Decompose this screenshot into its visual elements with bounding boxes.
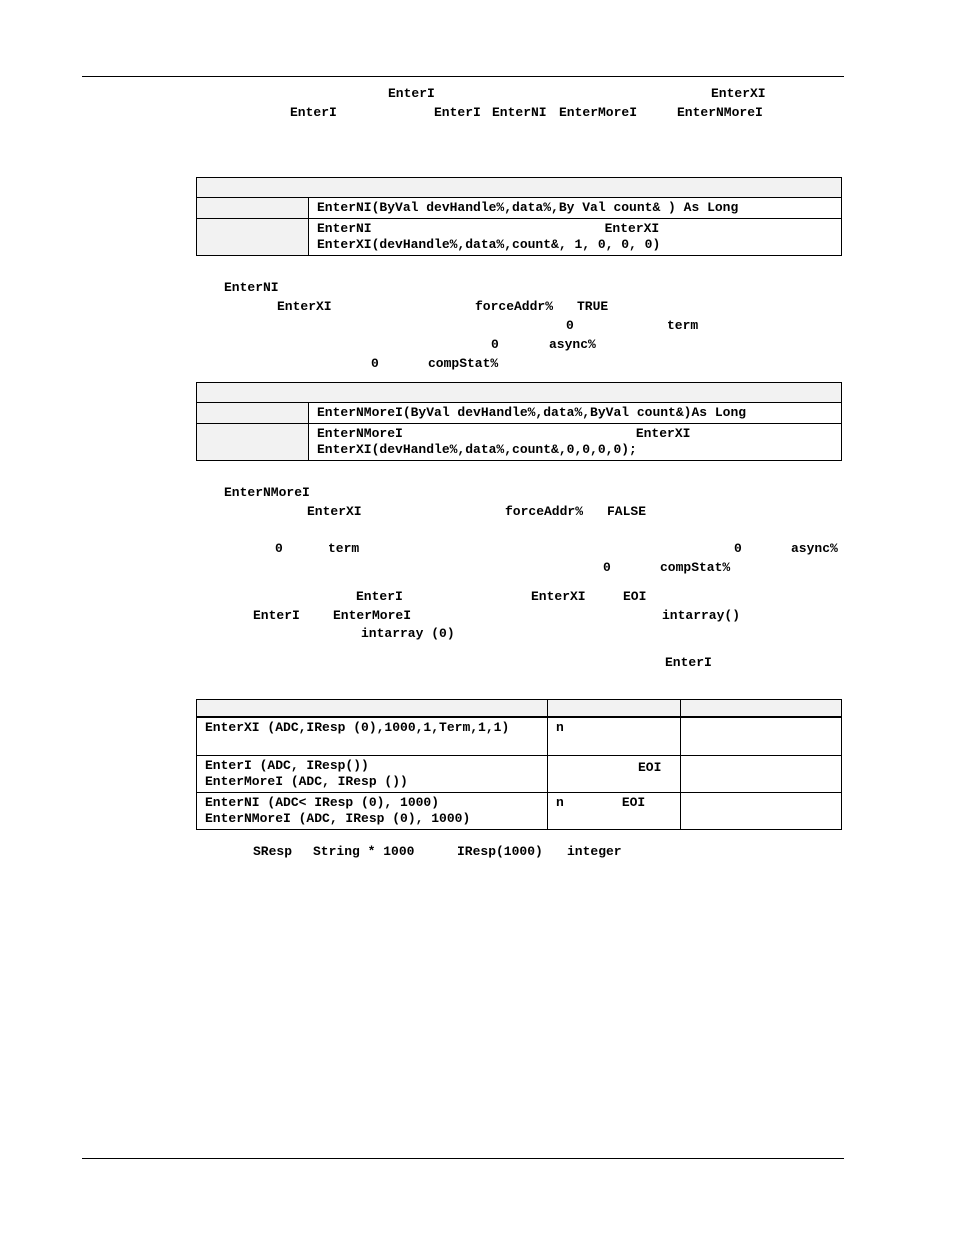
intro-enterni: EnterNI xyxy=(492,105,547,120)
p3-entermorei: EnterMoreI xyxy=(333,608,412,623)
syntax-label-cell xyxy=(197,198,309,219)
remarks-cell xyxy=(309,424,842,461)
intro-enteri: EnterI xyxy=(388,86,435,101)
intro-enternmorei: EnterNMoreI xyxy=(677,105,763,120)
p2-enternmorei: EnterNMoreI xyxy=(224,485,310,500)
remarks-label-cell xyxy=(197,219,309,256)
table-row xyxy=(197,198,842,219)
p1-zero-b: 0 xyxy=(491,337,499,352)
fn-iresp: IResp(1000) xyxy=(457,844,543,859)
remarks-cell xyxy=(309,219,842,256)
fn-integer: integer xyxy=(567,844,622,859)
result-cell: n EOI xyxy=(548,792,681,829)
table-header-row xyxy=(197,383,842,403)
call-cell: EnterI (ADC, IResp()) EnterMoreI (ADC, IResp ()) xyxy=(197,755,548,792)
intro-enterxi: EnterXI xyxy=(711,86,766,101)
syntax-label-cell xyxy=(197,403,309,424)
p1-term: term xyxy=(667,318,699,333)
remarks-enternmorei: EnterNMoreI xyxy=(317,426,403,441)
notes-cell xyxy=(681,717,842,755)
p3-enteri-2: EnterI xyxy=(253,608,300,623)
p2-forceaddr: forceAddr% xyxy=(505,504,584,519)
result-cell: EOI xyxy=(548,755,681,792)
p2-compstat: compStat% xyxy=(660,560,731,575)
p1-zero-a: 0 xyxy=(566,318,574,333)
remarks-equivalent: EnterXI(devHandle%,data%,count&, 1, 0, 0, 0) xyxy=(317,237,661,252)
header-rule xyxy=(82,76,844,77)
table-row xyxy=(197,755,842,792)
remarks-label-cell xyxy=(197,424,309,461)
table-header-row xyxy=(197,700,842,718)
notes-cell xyxy=(681,755,842,792)
p2-zero-c: 0 xyxy=(603,560,611,575)
p3-enteri: EnterI xyxy=(356,589,403,604)
intro-enteri-2: EnterI xyxy=(290,105,337,120)
p2-term: term xyxy=(328,541,360,556)
fn-string: String * 1000 xyxy=(313,844,415,859)
table-row xyxy=(197,219,842,256)
syntax-cell: EnterNMoreI(ByVal devHandle%,data%,ByVal count&)As Long xyxy=(309,403,842,424)
remarks-enterni: EnterNI xyxy=(317,221,372,236)
footer-rule xyxy=(82,1158,844,1159)
enterni-syntax-table xyxy=(196,177,842,256)
table-row xyxy=(197,717,842,755)
p1-enterxi: EnterXI xyxy=(277,299,332,314)
table-header-row xyxy=(197,178,842,198)
p2-zero-a: 0 xyxy=(275,541,283,556)
intro-entermorei: EnterMoreI xyxy=(559,105,638,120)
result-cell: n xyxy=(548,717,681,755)
notes-cell xyxy=(681,792,842,829)
call-cell: EnterXI (ADC,IResp (0),1000,1,Term,1,1) xyxy=(197,717,548,755)
p3-enteri-3: EnterI xyxy=(665,655,712,670)
table-row xyxy=(197,403,842,424)
p2-zero-b: 0 xyxy=(734,541,742,556)
p1-async: async% xyxy=(549,337,596,352)
p3-intarray-0: intarray (0) xyxy=(361,626,455,641)
table-row xyxy=(197,424,842,461)
p3-intarray: intarray() xyxy=(662,608,741,623)
p3-enterxi: EnterXI xyxy=(531,589,586,604)
comparison-table xyxy=(196,699,842,830)
p2-false: FALSE xyxy=(607,504,647,519)
enternmorei-syntax-table xyxy=(196,382,842,461)
p3-eoi: EOI xyxy=(623,589,647,604)
fn-sresp: SResp xyxy=(253,844,293,859)
table-row xyxy=(197,792,842,829)
remarks-equivalent: EnterXI(devHandle%,data%,count&,0,0,0,0); xyxy=(317,442,637,457)
p1-enterni: EnterNI xyxy=(224,280,279,295)
intro-enteri-3: EnterI xyxy=(434,105,481,120)
p1-forceaddr: forceAddr% xyxy=(475,299,554,314)
p2-enterxi: EnterXI xyxy=(307,504,362,519)
p1-compstat: compStat% xyxy=(428,356,499,371)
p1-true: TRUE xyxy=(577,299,609,314)
call-cell: EnterNI (ADC< IResp (0), 1000) EnterNMoreI (ADC, IResp (0), 1000) xyxy=(197,792,548,829)
p1-zero-c: 0 xyxy=(371,356,379,371)
syntax-cell: EnterNI(ByVal devHandle%,data%,By Val count& ) As Long xyxy=(309,198,842,219)
p2-async: async% xyxy=(791,541,838,556)
remarks-enterxi: EnterXI xyxy=(635,426,691,441)
remarks-enterxi: EnterXI xyxy=(604,221,660,236)
